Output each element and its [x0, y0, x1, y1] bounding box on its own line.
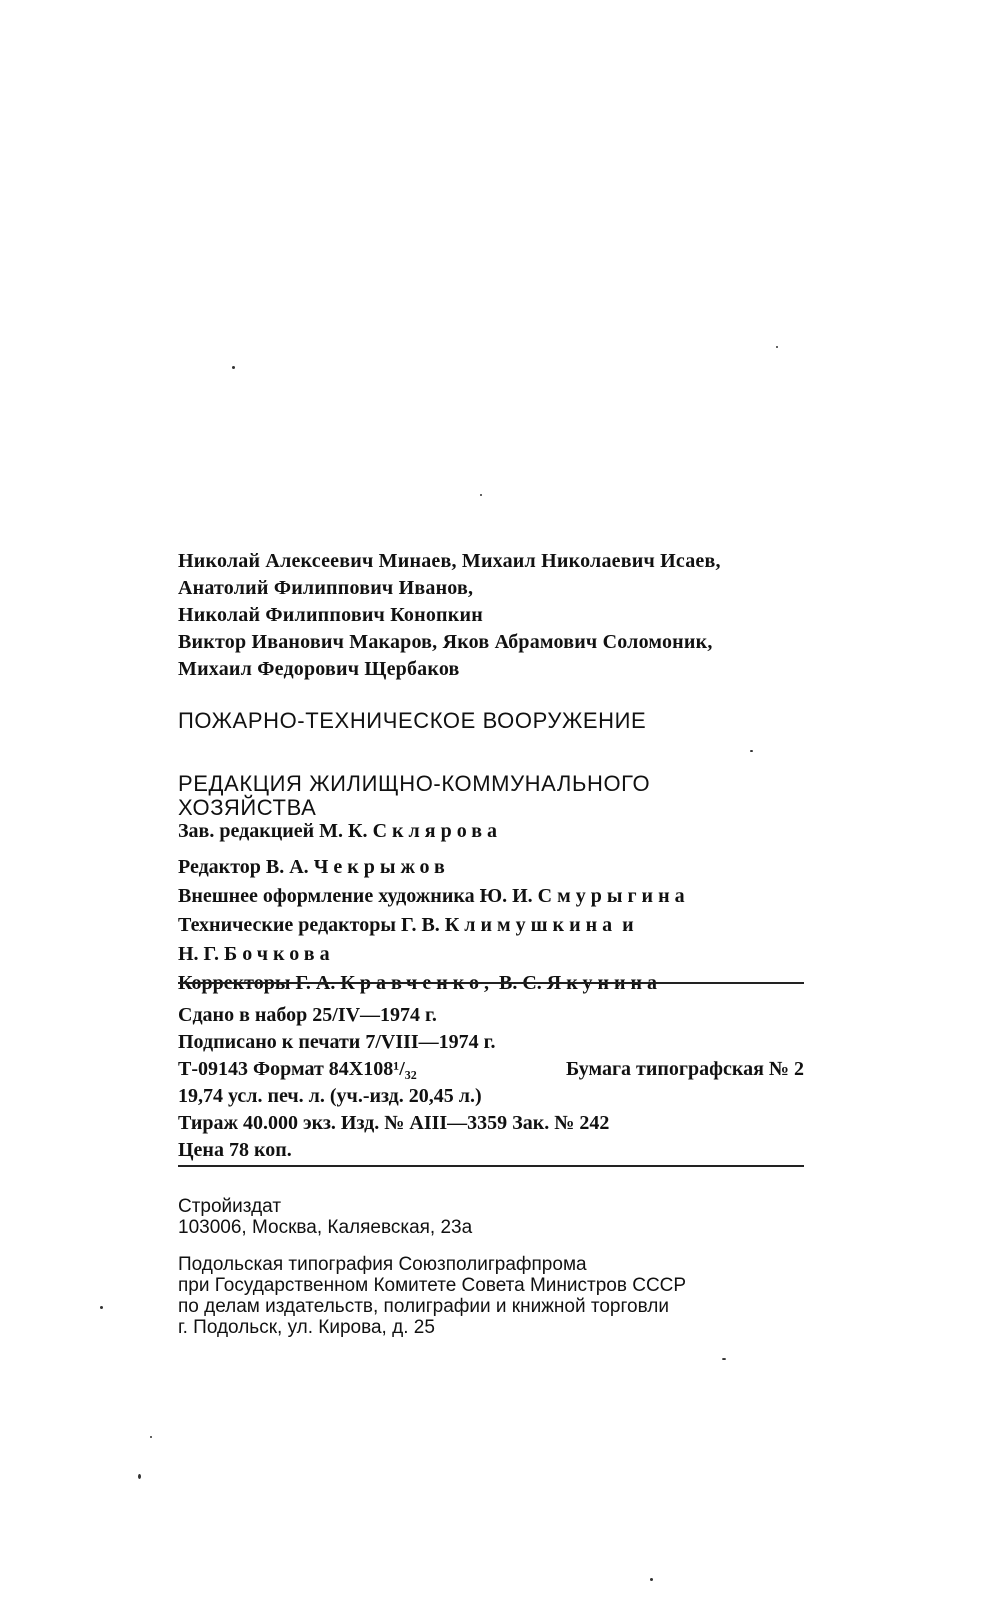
scan-speck — [232, 366, 235, 369]
book-title: ПОЖАРНО-ТЕХНИЧЕСКОЕ ВООРУЖЕНИЕ — [178, 708, 647, 733]
credit-conjunction: и — [622, 914, 634, 936]
credit-name: Якунина — [546, 972, 663, 994]
print-run-info: Тираж 40.000 экз. Изд. № AIII—3359 Зак. № 242 — [178, 1112, 610, 1134]
credit-name: Кравченко, — [340, 972, 494, 994]
credit-label: Редактор В. А. — [178, 856, 309, 878]
author-line: Николай Алексеевич Минаев, Михаил Николаевич Исаев, — [178, 550, 721, 572]
credit-name: Климушкина — [444, 914, 618, 936]
credit-name: Смурыгина — [537, 885, 690, 907]
scan-speck — [480, 494, 482, 496]
design-credit — [178, 883, 818, 909]
scan-speck — [100, 1306, 103, 1309]
scan-speck — [722, 1358, 726, 1360]
printer-line: при Государственном Комитете Совета Министров СССР — [178, 1275, 687, 1296]
format-info: Т-09143 Формат 84Х108¹/₃₂ — [178, 1058, 417, 1080]
paper-info: Бумага типографская № 2 — [566, 1058, 804, 1080]
technical-editors-credit — [178, 912, 818, 938]
credit-label: Корректоры Г. А. — [178, 972, 336, 994]
editorial-office-line: ХОЗЯЙСТВА — [178, 795, 317, 820]
printer-line: по делам издательств, полиграфии и книжной торговли — [178, 1296, 669, 1317]
author-line: Анатолий Филиппович Иванов, — [178, 577, 474, 599]
authors-list — [178, 548, 818, 683]
divider — [178, 1165, 804, 1167]
staff-credits — [178, 818, 818, 999]
printer-line: Подольская типография Союзполиграфпрома — [178, 1254, 587, 1275]
typeset-date: Сдано в набор 25/IV—1974 г. — [178, 1004, 437, 1026]
credit-name: Бочкова — [224, 943, 335, 965]
credit-label: Н. Г. — [178, 943, 220, 965]
credit-label: Технические редакторы Г. В. — [178, 914, 440, 936]
technical-editors-credit-continued — [178, 941, 818, 967]
format-row — [178, 1056, 804, 1083]
scan-speck — [138, 1474, 141, 1479]
publisher-name: Стройиздат — [178, 1196, 282, 1217]
printer-block — [178, 1254, 818, 1338]
publisher-address: 103006, Москва, Каляевская, 23а — [178, 1217, 473, 1238]
scan-speck — [150, 1436, 152, 1438]
divider — [178, 982, 804, 984]
editorial-office-line: РЕДАКЦИЯ ЖИЛИЩНО-КОММУНАЛЬНОГО — [178, 771, 651, 796]
editorial-office — [178, 772, 818, 820]
scan-speck — [776, 346, 778, 348]
credit-label: Зав. редакцией М. К. — [178, 820, 368, 842]
author-line: Михаил Федорович Щербаков — [178, 658, 460, 680]
scan-speck — [750, 750, 753, 752]
scan-speck — [650, 1578, 653, 1581]
price: Цена 78 коп. — [178, 1139, 292, 1161]
head-of-office-credit — [178, 818, 818, 844]
editor-credit — [178, 854, 818, 880]
signed-to-print-date: Подписано к печати 7/VIII—1974 г. — [178, 1031, 496, 1053]
credit-name: Чекрыжов — [313, 856, 450, 878]
author-line: Виктор Иванович Макаров, Яков Абрамович Соломоник, — [178, 631, 713, 653]
sheets-info: 19,74 усл. печ. л. (уч.-изд. 20,45 л.) — [178, 1085, 482, 1107]
author-line: Николай Филиппович Конопкин — [178, 604, 483, 626]
credit-name: Склярова — [372, 820, 502, 842]
imprint-details — [178, 1002, 818, 1164]
publisher-block — [178, 1196, 818, 1238]
credit-label: В. С. — [498, 972, 542, 994]
printer-line: г. Подольск, ул. Кирова, д. 25 — [178, 1317, 435, 1338]
credit-label: Внешнее оформление художника Ю. И. — [178, 885, 533, 907]
